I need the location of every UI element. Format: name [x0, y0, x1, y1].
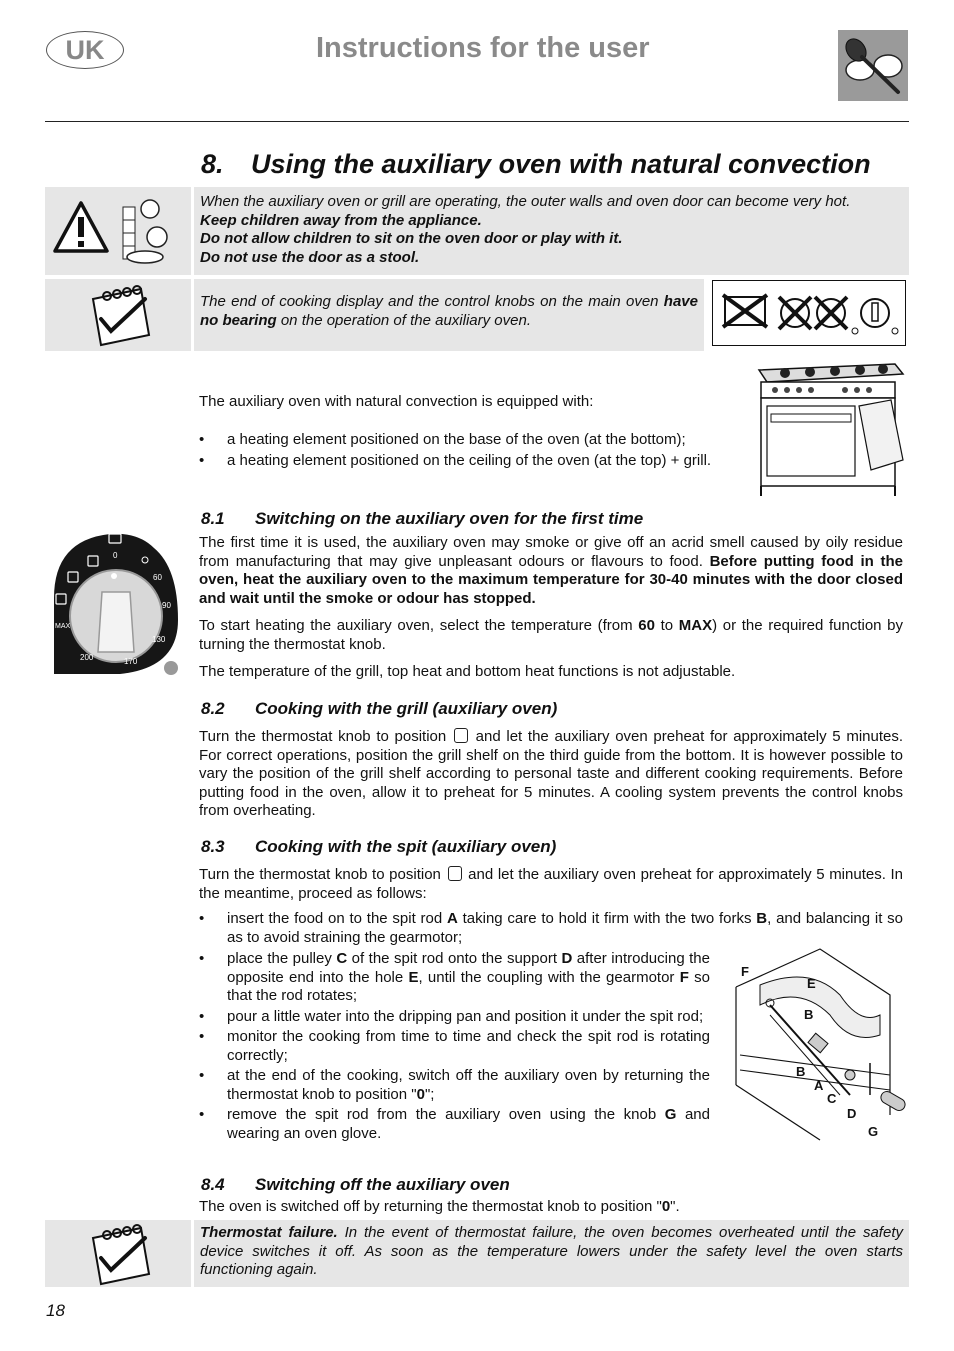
s83-letter: B [756, 910, 768, 927]
subsection-number: 8.1 [201, 509, 225, 528]
s83-letter: 0 [416, 1085, 425, 1103]
thermostat-knob-illustration [50, 528, 184, 678]
s83-text: taking care to hold it firm with the two forks [457, 910, 757, 927]
chef-spoon-icon [838, 30, 908, 101]
page-number: 18 [46, 1301, 65, 1320]
cooker-illustration [755, 360, 907, 498]
s83-paragraph [199, 866, 903, 903]
notepad-check-icon [45, 279, 191, 351]
note-icon-cell-2 [45, 1220, 191, 1287]
subsection-title: Switching on the auxiliary oven for the first time [255, 509, 644, 528]
note1-text-b: have no bearing [200, 293, 698, 329]
section-number: 8. [201, 149, 224, 179]
knob-label: 200 [80, 653, 94, 662]
knob-label: 0 [113, 551, 118, 560]
knob-label: 90 [162, 601, 171, 610]
s83-text: , until the coupling with the gearmotor [418, 968, 680, 986]
s83-text: so that the rod rotates; [227, 968, 710, 1004]
s83-bullet [199, 950, 710, 1006]
s81-paragraph-2 [199, 617, 903, 654]
s83-letter: C [336, 950, 348, 967]
s83-text: , and balancing it so as to avoid straining the gearmotor; [227, 910, 903, 946]
s84-pb: 0 [661, 1198, 671, 1215]
header-rule [45, 121, 909, 122]
intro-bullet: • a heating element positioned on the ceiling of the oven (at the top) + grill. [199, 452, 734, 471]
spit-symbol-icon [448, 866, 462, 881]
knob-indicator-dot [164, 661, 178, 675]
note1-text-c: on the operation of the auxiliary oven. [276, 311, 532, 329]
subsection-8-4-heading [201, 1175, 510, 1195]
s83-text: at the end of the cooking, switch off the auxiliary oven by returning the thermostat knob to position " [227, 1067, 710, 1103]
crossed-controls-panel [712, 280, 906, 346]
section-title [201, 149, 871, 180]
s83-text: after introducing the opposite end into the hole [227, 950, 710, 986]
intro-text: The auxiliary oven with natural convection is equipped with: [199, 393, 594, 410]
note2-text: In the event of thermostat failure, the oven becomes overheated until the safety device switches it off. As soon as the temperature lowers under the safety level the oven starts functioning again. [200, 1224, 903, 1278]
s83-text: "; [424, 1085, 435, 1103]
section-title-text: Using the auxiliary oven with natural convection [251, 149, 871, 179]
spit-label-a: A [814, 1078, 824, 1093]
s81-p2e: ) or the required function by turning the thermostat knob. [199, 617, 904, 653]
warning-icon-cell [45, 187, 191, 275]
s81-p2d: MAX [678, 617, 713, 634]
intro-bullet-list [199, 431, 734, 470]
subsection-title: Cooking with the spit (auxiliary oven) [255, 837, 557, 856]
grill-symbol-icon [454, 728, 468, 743]
subsection-8-2-heading [201, 699, 557, 719]
s81-paragraph-3: The temperature of the grill, top heat and bottom heat functions is not adjustable. [199, 663, 736, 680]
s83-bullet: • pour a little water into the dripping pan and position it under the spit rod; [199, 1008, 710, 1027]
spit-label-d: D [847, 1106, 857, 1121]
subsection-number: 8.2 [201, 699, 225, 718]
subsection-title: Switching off the auxiliary oven [255, 1175, 510, 1194]
cooker-icon [755, 360, 907, 498]
subsection-8-3-heading [201, 837, 556, 857]
uk-badge: UK [46, 31, 124, 69]
knob-label: 60 [153, 573, 162, 582]
s83-text: insert the food on to the spit rod [227, 910, 447, 927]
s84-pa: The oven is switched off by returning the thermostat knob to position " [199, 1198, 662, 1215]
knob-label: MAX [55, 623, 71, 630]
note1-text-a: The end of cooking display and the control knobs on the main oven [200, 293, 664, 310]
s82-pa: Turn the thermostat knob to position [199, 728, 447, 745]
spit-assembly-icon [730, 945, 910, 1145]
spit-label-b2: B [796, 1064, 806, 1079]
intro-bullet: • a heating element positioned on the base of the oven (at the bottom); [199, 431, 734, 450]
s83-letter: D [561, 950, 573, 967]
s83-pa: Turn the thermostat knob to position [199, 866, 441, 883]
spit-label-b: B [804, 1007, 814, 1022]
s83-bullet: • monitor the cooking from time to time and check the spit rod is rotating correctly; [199, 1028, 710, 1065]
spit-label-e: E [807, 976, 816, 991]
subsection-number: 8.3 [201, 837, 225, 856]
s83-bullet [199, 1106, 710, 1143]
s83-bullet-list-narrow [199, 950, 710, 1143]
s83-letter: E [408, 968, 419, 986]
knob-label: 130 [152, 635, 166, 644]
s81-p1b: Before putting food in the oven, heat the auxiliary oven to the maximum temperature for 30-40 minutes with the door closed and wait until the smoke or odour has stopped. [199, 552, 903, 607]
s81-p1a: The first time it is used, the auxiliary oven may smoke or give off an acrid smell caused by oily residue from manufacturing that may give unpleasant odours or flavours to food. [199, 534, 903, 570]
warning-line-4: Do not use the door as a stool. [200, 248, 420, 266]
warning-line-3: Do not allow children to sit on the oven door or play with it. [200, 230, 623, 247]
s83-text: place the pulley [227, 950, 337, 967]
subsection-title: Cooking with the grill (auxiliary oven) [255, 699, 558, 718]
warning-triangle-icon [45, 187, 191, 275]
note-box-1 [194, 279, 704, 351]
header-title: Instructions for the user [316, 32, 650, 64]
note-icon-cell-1 [45, 279, 191, 351]
spit-diagram [730, 945, 910, 1145]
warning-line-1: When the auxiliary oven or grill are operating, the outer walls and oven door can become very hot. [200, 193, 851, 210]
crossed-knobs-icon [713, 281, 904, 344]
s82-pb: and let the auxiliary oven preheat for approximately 5 minutes. For correct operations, position the grill shelf on the third guide from the bottom. It is however possible to vary the position of the grill shelf according to personal taste and different cooking requirements. Before putting food in the oven, allow it to preheat for 5 minutes. A cooling system prevents the control knobs from overheating. [199, 728, 904, 819]
subsection-8-1-heading [201, 509, 643, 529]
s82-paragraph [199, 728, 903, 821]
s83-bullet-list [199, 910, 903, 947]
subsection-number: 8.4 [201, 1175, 225, 1194]
spit-label-f: F [741, 964, 749, 979]
s81-paragraph-1 [199, 534, 903, 608]
s83-bullet [199, 910, 903, 947]
s83-text: of the spit rod onto the support [347, 950, 562, 967]
knob-label: 170 [124, 657, 138, 666]
s84-pc: ". [670, 1198, 680, 1215]
notepad-check-icon [45, 1220, 191, 1287]
note2-lead: Thermostat failure. [200, 1224, 338, 1241]
s81-p2a: To start heating the auxiliary oven, select the temperature (from [199, 617, 639, 634]
spit-label-g: G [868, 1124, 879, 1139]
warning-box [194, 187, 909, 275]
s83-text: remove the spit rod from the auxiliary oven using the knob [227, 1106, 665, 1123]
s83-pb: and let the auxiliary oven preheat for approximately 5 minutes. In the meantime, proceed as follows: [199, 866, 904, 902]
s81-p2c: to [654, 617, 679, 634]
note-box-2 [194, 1220, 909, 1287]
s83-letter: F [679, 968, 689, 986]
s81-p2b: 60 [638, 617, 655, 634]
spit-label-c: C [827, 1091, 837, 1106]
thermostat-knob-icon [50, 528, 184, 678]
warning-line-2: Keep children away from the appliance. [200, 211, 482, 229]
s84-paragraph [199, 1198, 903, 1217]
s83-text: and wearing an oven glove. [227, 1106, 710, 1142]
s83-bullet [199, 1067, 710, 1104]
s83-letter: A [446, 910, 458, 927]
s83-letter: G [664, 1106, 677, 1123]
